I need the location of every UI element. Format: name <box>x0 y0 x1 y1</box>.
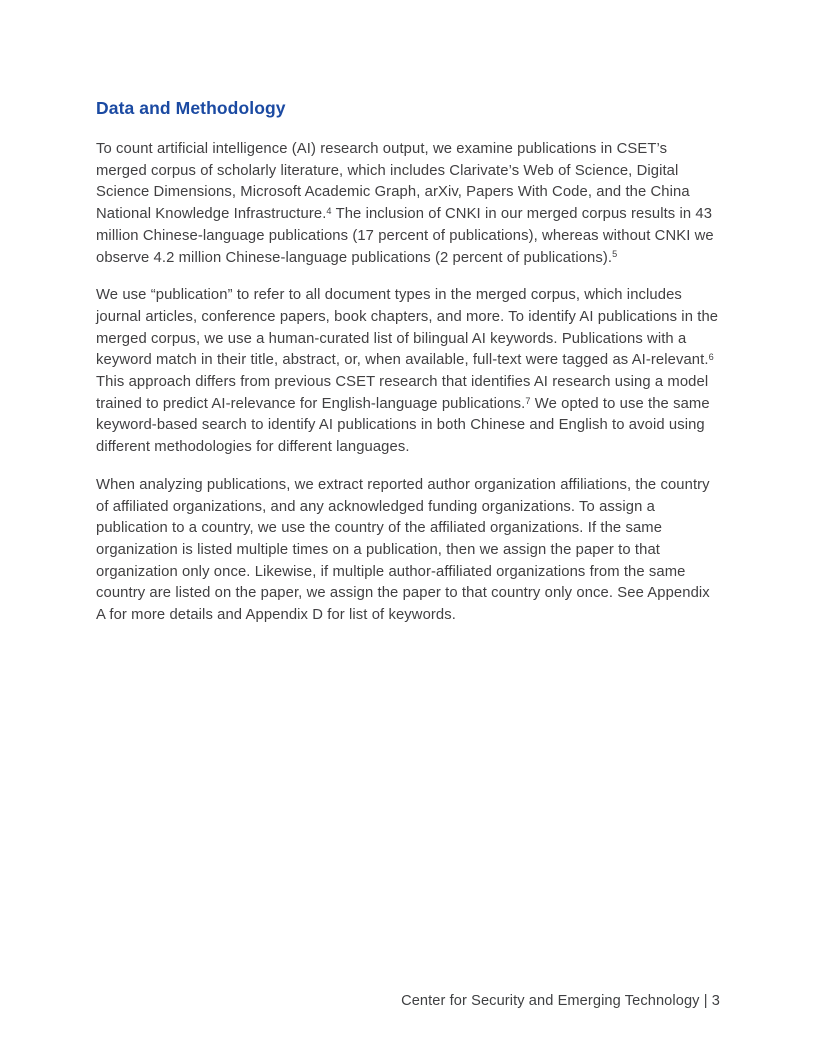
paragraph-text: When analyzing publications, we extract reported author organization affiliations, the country of affiliated organizations, and any acknowledged funding organizations. To assign a publication to a country, we use the country of the affiliated organizations. If the same organization is listed multiple times on a publication, then we assign the paper to that organization only once. Likewise, if multiple author-affiliated organizations from the same country are listed on the paper, we assign the paper to that country only once. See Appendix A for more details and Appendix D for list of keywords. <box>96 476 710 624</box>
page-footer: Center for Security and Emerging Technology | 3 <box>401 993 720 1009</box>
footnote-ref: 7 <box>525 395 531 406</box>
paragraph <box>96 475 720 627</box>
paragraph-text: To count artificial intelligence (AI) research output, we examine publications in CSET’s merged corpus of scholarly literature, which includes Clarivate’s Web of Science, Digital Science Dimensions, Microsoft Academic Graph, arXiv, Papers With Code, and the China National Knowledge Infrastructure. <box>96 141 690 223</box>
paragraph-text: The inclusion of CNKI in our merged corpus results in 43 million Chinese-language publications (17 percent of publications), whereas without CNKI we observe 4.2 million Chinese-language publications (2 percent of publications). <box>96 206 714 266</box>
paragraph-text: This approach differs from previous CSET research that identifies AI research using a model trained to predict AI-relevance for English-language publications. <box>96 374 709 412</box>
paragraph-text: We use “publication” to refer to all document types in the merged corpus, which includes journal articles, conference papers, book chapters, and more. To identify AI publications in the merged corpus, we use a human-curated list of bilingual AI keywords. Publications with a keyword match in their title, abstract, or, when available, full-text were tagged as AI-relevant. <box>96 287 719 369</box>
page-title: Data and Methodology <box>96 98 286 118</box>
article-body <box>96 139 720 627</box>
page-content <box>96 98 720 627</box>
footnote-ref: 5 <box>612 249 618 260</box>
footnote-ref: 6 <box>708 352 714 363</box>
paragraph <box>96 285 720 459</box>
paragraph <box>96 139 720 269</box>
paragraph-text: We opted to use the same keyword-based search to identify AI publications in both Chinese and English to avoid using different methodologies for different languages. <box>96 395 710 456</box>
footnote-ref: 4 <box>326 205 332 216</box>
